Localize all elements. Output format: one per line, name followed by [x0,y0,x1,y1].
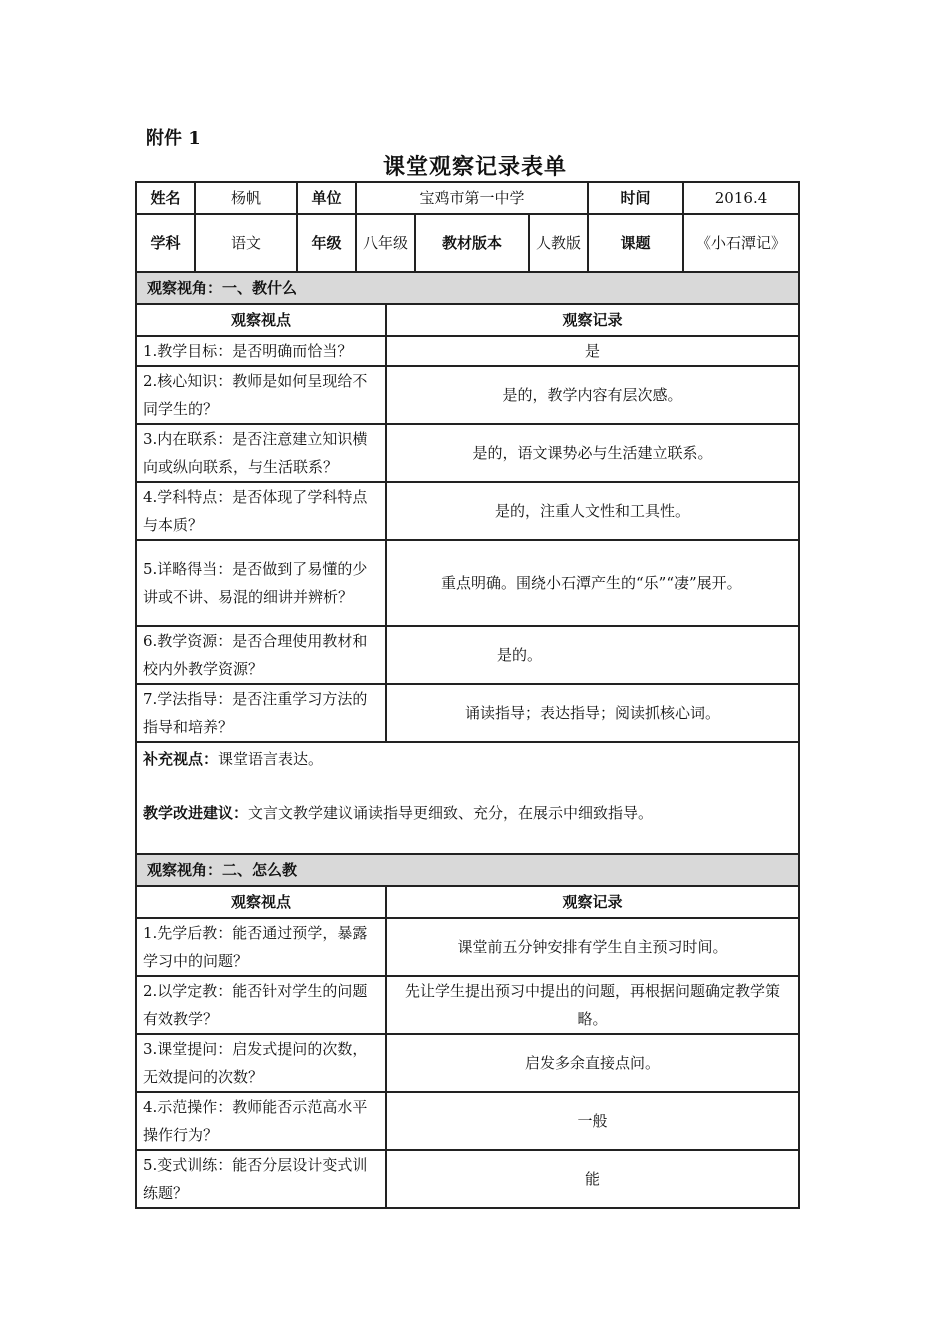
observation-point: 1.教学目标：是否明确而恰当？ [136,336,386,366]
observation-record: 是的，教学内容有层次感。 [386,366,799,424]
topic-label: 课题 [588,214,683,272]
observation-record: 是 [386,336,799,366]
improvement-text: 文言文教学建议诵读指导更细致、充分，在展示中细致指导。 [248,804,654,822]
observation-record: 课堂前五分钟安排有学生自主预习时间。 [386,918,799,976]
observation-point: 3.内在联系：是否注意建立知识横向或纵向联系，与生活联系？ [136,424,386,482]
observation-point: 4.学科特点：是否体现了学科特点与本质？ [136,482,386,540]
observation-record: 一般 [386,1092,799,1150]
subject-value: 语文 [195,214,297,272]
time-value: 2016.4 [683,182,799,214]
table-row [136,482,799,540]
table-row [136,684,799,742]
section1-title: 观察视角：一、教什么 [136,272,799,304]
observation-point: 2.以学定教：能否针对学生的问题有效教学？ [136,976,386,1034]
unit-value: 宝鸡市第一中学 [356,182,588,214]
table-row [136,540,799,626]
observation-point: 5.变式训练：能否分层设计变式训练题？ [136,1150,386,1208]
table-row [136,366,799,424]
supplementary-text: 课堂语言表达。 [218,750,324,768]
table-row [136,626,799,684]
table-row [136,424,799,482]
page-title: 课堂观察记录表单 [382,154,567,180]
observation-point: 2.核心知识：教师是如何呈现给不同学生的？ [136,366,386,424]
table-row [136,1034,799,1092]
section2-col-point: 观察视点 [136,886,386,918]
edition-value: 人教版 [529,214,588,272]
observation-record: 启发多余直接点问。 [386,1034,799,1092]
info-table [135,181,800,215]
observation-point: 1.先学后教：能否通过预学，暴露学习中的问题？ [136,918,386,976]
improvement-label: 教学改进建议： [143,804,249,822]
section2-title: 观察视角：二、怎么教 [136,854,799,886]
observation-form [135,181,798,1209]
name-label: 姓名 [136,182,195,214]
name-value: 杨帆 [195,182,297,214]
subject-label: 学科 [136,214,195,272]
section1-col-record: 观察记录 [386,304,799,336]
grade-value: 八年级 [356,214,415,272]
table-row [136,336,799,366]
section1-table [135,271,800,1209]
observation-point: 5.详略得当：是否做到了易懂的少讲或不讲、易混的细讲并辨析？ [136,540,386,626]
section1-col-point: 观察视点 [136,304,386,336]
table-row [136,1092,799,1150]
edition-label: 教材版本 [415,214,529,272]
grade-label: 年级 [297,214,356,272]
observation-record: 诵读指导；表达指导；阅读抓核心词。 [386,684,799,742]
observation-record: 是的，注重人文性和工具性。 [386,482,799,540]
observation-point: 7.学法指导：是否注重学习方法的指导和培养？ [136,684,386,742]
supplementary-label: 补充视点： [143,750,219,768]
table-row [136,918,799,976]
topic-value: 《小石潭记》 [683,214,799,272]
observation-point: 3.课堂提问：启发式提问的次数，无效提问的次数？ [136,1034,386,1092]
unit-label: 单位 [297,182,356,214]
table-row [136,976,799,1034]
info-table-2 [135,213,800,273]
section2-col-record: 观察记录 [386,886,799,918]
table-row [136,1150,799,1208]
observation-record: 重点明确。围绕小石潭产生的“乐”“凄”展开。 [386,540,799,626]
observation-record: 是的，语文课势必与生活建立联系。 [386,424,799,482]
supplementary-block [136,742,799,854]
observation-record: 先让学生提出预习中提出的问题，再根据问题确定教学策略。 [386,976,799,1034]
observation-point: 6.教学资源：是否合理使用教材和校内外教学资源？ [136,626,386,684]
observation-point: 4.示范操作：教师能否示范高水平操作行为？ [136,1092,386,1150]
attachment-label: 附件 1 [146,128,201,149]
time-label: 时间 [588,182,683,214]
observation-record: 能 [386,1150,799,1208]
observation-record: 是的。 [386,626,799,684]
